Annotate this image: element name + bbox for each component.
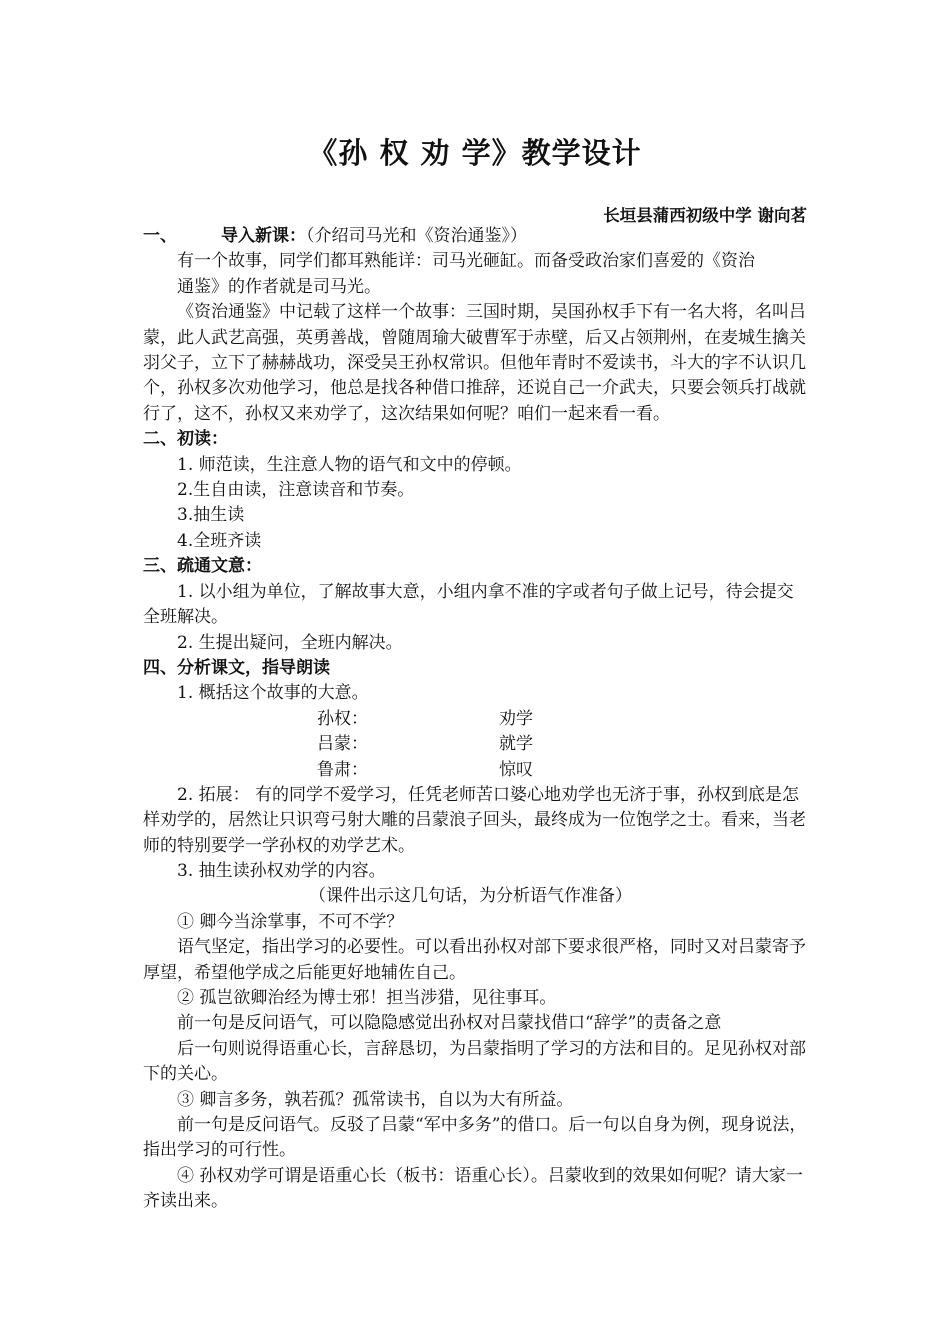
list-item: 3.抽生读 [177, 505, 245, 526]
list-item: 1. 师范读，生注意人物的语气和文中的停顿。 [177, 454, 522, 475]
list-item: 2.生自由读，注意读音和节奏。 [177, 480, 415, 501]
list-item: 1. 以小组为单位，了解故事大意，小组内拿不准的字或者句子做上记号，待会提交全班解决。 [143, 581, 794, 628]
list-item: 2. 生提出疑问，全班内解决。 [177, 632, 403, 653]
quote-1: ① 卿今当涂掌事，不可不学？ [177, 911, 404, 932]
quote-4: ④ 孙权劝学可谓是语重心长（板书：语重心长）。吕蒙收到的效果如何呢？请大家一齐读出来。 [143, 1165, 803, 1212]
character-action: 惊叹 [499, 759, 533, 780]
quote-2: ② 孤岂欲卿治经为博士邪！担当涉猎，见往事耳。 [177, 987, 557, 1008]
character-action: 就学 [499, 734, 533, 755]
character-name: 孙权： [317, 708, 368, 729]
section-3-heading: 三、疏通文意： [143, 556, 262, 577]
paragraph: 有一个故事，同学们都耳熟能详：司马光砸缸。而备受政治家们喜爱的《资治 [177, 251, 755, 272]
section-1-number: 一、 [143, 226, 177, 246]
character-name: 吕蒙： [317, 734, 368, 755]
paragraph: 《资治通鉴》中记载了这样一个故事：三国时期，吴国孙权手下有一名大将，名叫吕蒙，此人武艺高强，英勇善战，曾随周瑜大破曹军于赤壁，后又占领荆州，在麦城生擒关羽父子，立下了赫赫战功，深受吴王孙权常识。但他年青时不爱读书，斗大的字不认识几个，孙权多次劝他学习，他总是找各种借口推辞，还说自己一介武夫，只要会领兵打战就行了，这不，孙权又来劝学了，这次结果如何呢？咱们一起来看一看。 [143, 302, 806, 424]
section-1-note: （介绍司马光和《资治通鉴》） [306, 226, 527, 246]
list-item: 2. 拓展： 有的同学不爱学习，任凭老师苦口婆心地劝学也无济于事，孙权到底是怎样劝学的，居然让只识弯弓射大雕的吕蒙浪子回头，最终成为一位饱学之士。看来，当老师的特别要学一学孙权的劝学艺术。 [143, 784, 806, 856]
analysis-1: 语气坚定，指出学习的必要性。可以看出孙权对部下要求很严格，同时又对吕蒙寄予厚望，希望他学成之后能更好地辅佐自己。 [143, 937, 806, 983]
analysis-2b: 后一句则说得语重心长，言辞恳切，为吕蒙指明了学习的方法和目的。足见孙权对部下的关心。 [143, 1038, 806, 1085]
list-item: 4.全班齐读 [177, 530, 262, 551]
table-row [143, 707, 808, 732]
table-row [143, 732, 808, 757]
section-2-heading: 二、初读： [143, 429, 228, 450]
section-1-title: 导入新课： [221, 226, 306, 246]
list-item: 3. 抽生读孙权劝学的内容。 [177, 860, 386, 881]
document-body [143, 224, 808, 1215]
quote-3: ③ 卿言多务，孰若孤？孤常读书，自以为大有所益。 [177, 1089, 574, 1110]
document-title: 《孙 权 劝 学》教学设计 [308, 136, 642, 170]
character-name: 鲁肃： [317, 759, 368, 780]
author-line: 长垣县蒲西初级中学 谢向茗 [603, 206, 807, 225]
table-row [143, 758, 808, 783]
section-4-heading: 四、分析课文，指导朗读 [143, 657, 330, 678]
character-action: 劝学 [499, 708, 533, 729]
section-1-heading [143, 224, 808, 249]
analysis-2a: 前一句是反问语气，可以隐隐感觉出孙权对吕蒙找借口“辞学”的责备之意 [177, 1013, 722, 1034]
courseware-note: （课件出示这几句话，为分析语气作准备） [309, 886, 632, 907]
list-item: 1. 概括这个故事的大意。 [177, 683, 369, 704]
paragraph: 通鉴》的作者就是司马光。 [177, 276, 381, 297]
analysis-3: 前一句是反问语气。反驳了吕蒙“军中多务”的借口。后一句以自身为例，现身说法，指出学习的可行性。 [143, 1115, 807, 1161]
character-table [143, 707, 808, 783]
